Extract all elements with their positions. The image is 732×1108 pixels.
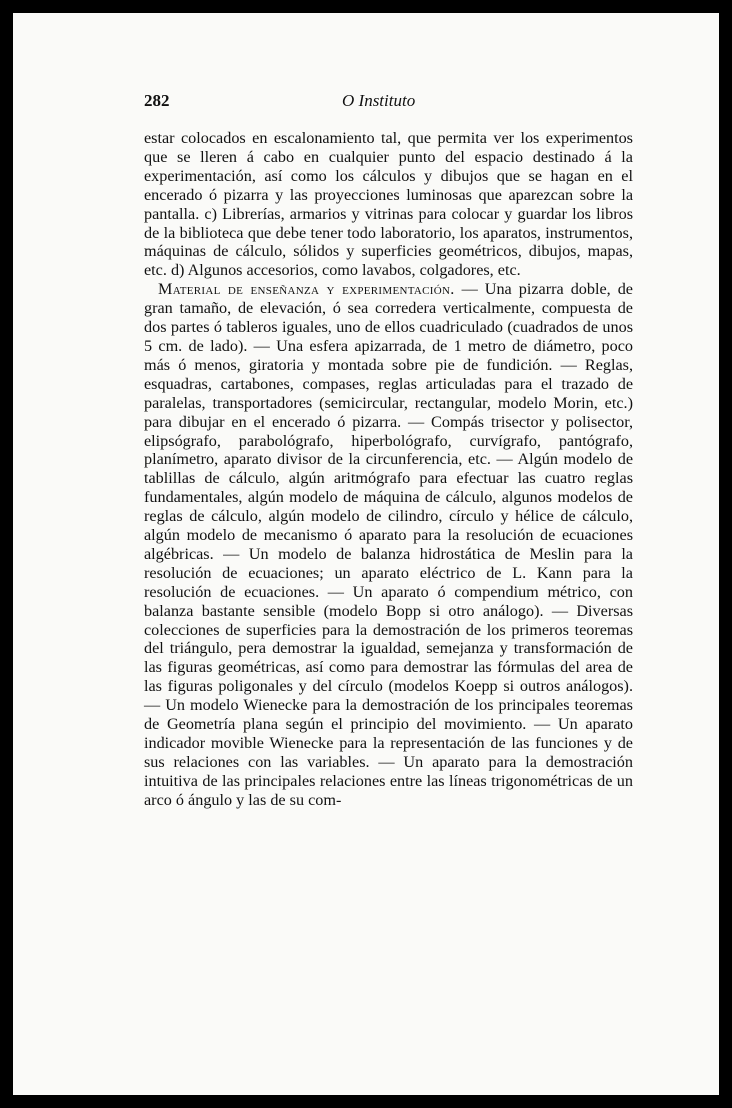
paragraph-material-text: — Una pizarra doble, de gran tamaño, de elevación, ó sea corredera verticalmente, compuesta de dos partes ó tableros iguales, uno de ellos cuadriculado (cuadrados de unos 5 cm. de lado). — Una esfera apizarrada, de 1 metro de diámetro, poco más ó menos, giratoria y montada sobre pie de fundición. — Reglas, esquadras, cartabones, compases, reglas articuladas para el trazado de paralelas, transportadores (semicircular, rectangular, modelo Morin, etc.) para dibujar en el encerado ó pizarra. — Compás trisector y polisector, elipsógrafo, parabológrafo, hiperbológrafo, curvígrafo, pantógrafo, planímetro, aparato divisor de la circunferencia, etc. — Algún modelo de tablillas de cálculo, algún aritmógrafo para efectuar las cuatro reglas fundamentales, algún modelo de máquina de cálculo, algunos modelos de reglas de cálculo, algún modelo de cilindro, círculo y hélice de cálculo, algún modelo de mecanismo ó aparato para la resolución de ecuaciones algébricas. — Un modelo de balanza hidrostática de Meslin para la resolución de ecuaciones; un aparato eléctrico de L. Kann para la resolución de ecuaciones. — Un aparato ó compendium métrico, con balanza bastante sensible (modelo Bopp si otro análogo). — Diversas colecciones de superficies para la demostración de los primeros teoremas del triángulo, pera demostrar la igualdad, semejanza y transformación de las figuras geométricas, así como para demostrar las fórmulas del area de las figuras poligonales y del círculo (modelos Koepp si outros análogos). — Un modelo Wienecke para la demostración de los principales teoremas de Geometría plana según el principio del movimiento. — Un aparato indicador movible Wienecke para la representación de las funciones y de sus relaciones con las variables. — Un aparato para la demostración intuitiva de las principales relaciones entre las líneas trigonométricas de un arco ó ángulo y las de su com- bbox=[144, 280, 633, 809]
paragraph-material bbox=[144, 280, 633, 809]
section-title: Material de enseñanza y experimentación. bbox=[158, 280, 455, 299]
book-page bbox=[13, 13, 719, 1095]
body-text bbox=[144, 129, 633, 810]
page-number: 282 bbox=[144, 91, 170, 110]
running-title: O Instituto bbox=[342, 91, 416, 110]
paragraph-intro: estar colocados en escalonamiento tal, que permita ver los experimentos que se lleren á cabo en cualquier punto del espacio destinado á la experimentación, así como los cálculos y dibujos que se hagan en el encerado ó pizarra y las proyecciones luminosas que aparezcan sobre la pantalla. c) Librerías, armarios y vitrinas para colocar y guardar los libros de la biblioteca que debe tener todo laboratorio, los aparatos, instrumentos, máquinas de cálculo, sólidos y superficies geométricos, dibujos, mapas, etc. d) Algunos accesorios, como lavabos, colgadores, etc. bbox=[144, 129, 633, 280]
